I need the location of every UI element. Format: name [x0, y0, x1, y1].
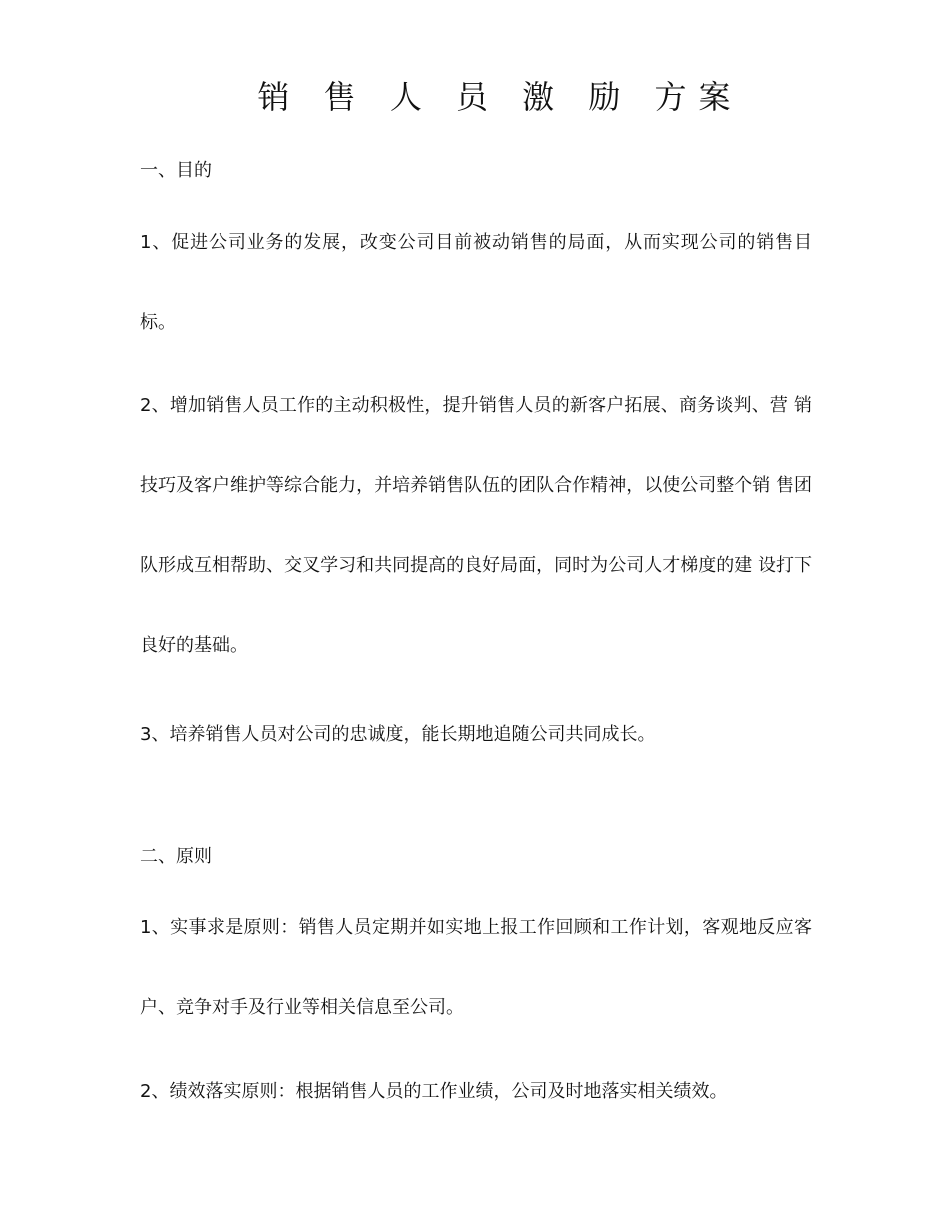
purpose-item-1: 1、促进公司业务的发展，改变公司目前被动销售的局面，从而实现公司的销售目标。	[140, 232, 812, 333]
document-title: 销 售 人 员 激 励 方案	[257, 78, 743, 116]
principle-item-1: 1、实事求是原则：销售人员定期并如实地上报工作回顾和工作计划，客观地反应客户、竞争对手及行业等相关信息至公司。	[140, 917, 812, 1018]
purpose-item-2: 2、增加销售人员工作的主动积极性，提升销售人员的新客户拓展、商务谈判、营 销技巧及客户维护等综合能力，并培养销售队伍的团队合作精神，以使公司整个销 售团队形成互相帮助、交叉学习和共同提高的良好局面，同时为公司人才梯度的建 设打下良好的基础。	[140, 395, 812, 656]
principle-item-2: 2、绩效落实原则：根据销售人员的工作业绩，公司及时地落实相关绩效。	[140, 1081, 728, 1102]
section-heading-purpose: 一、目的	[140, 160, 212, 181]
section-heading-principles: 二、原则	[140, 846, 212, 867]
purpose-item-3: 3、培养销售人员对公司的忠诚度，能长期地追随公司共同成长。	[140, 724, 656, 745]
